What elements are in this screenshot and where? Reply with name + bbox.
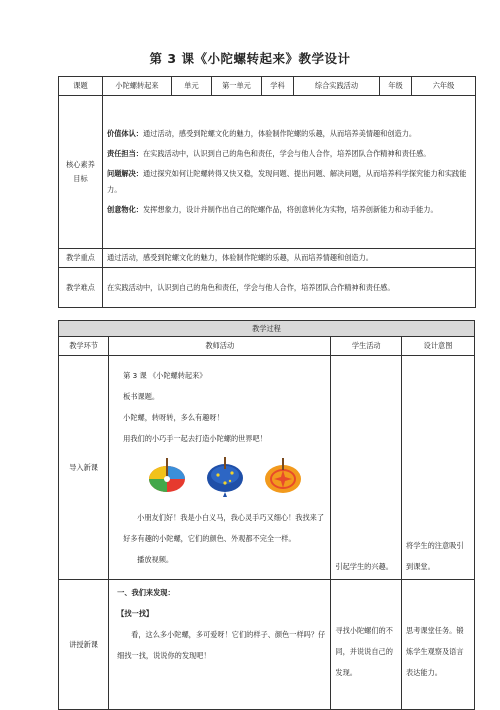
subject-label: 学科 [262, 77, 294, 96]
top-images [123, 455, 326, 499]
intro-paragraph: 小朋友们好！我是小白义马，我心灵手巧又细心！我找来了好多有趣的小陀螺，它们的颜色、外观都不完全一样。 [123, 513, 325, 543]
process-table [58, 320, 475, 710]
lecture-design: 思考课堂任务。锻炼学生观察及语言表达能力。 [402, 580, 475, 710]
lecture-heading: 一、我们来发现： [117, 588, 175, 597]
col-teacher: 教师活动 [109, 337, 331, 356]
subject-value: 综合实践活动 [294, 77, 380, 96]
key-text: 通过活动，感受到陀螺文化的魅力，体验制作陀螺的乐趣，从而培养情趣和创造力。 [103, 249, 476, 268]
difficulty-text: 在实践活动中，认识到自己的角色和责任，学会与他人合作，培养团队合作精神和责任感。 [103, 268, 476, 308]
literacy-item [107, 146, 471, 162]
intro-line: 用我们的小巧手一起去打造小陀螺的世界吧！ [123, 434, 267, 443]
lecture-student: 寻找小陀螺们的不同，并说说自己的发现。 [331, 580, 402, 710]
literacy-item [107, 126, 471, 142]
literacy-item-text: 通过活动，感受到陀螺文化的魅力，体验制作陀螺的乐趣，从而培养美情趣和创造力。 [142, 129, 417, 138]
course-label: 课题 [59, 77, 103, 96]
blue-star-top-icon [203, 455, 247, 499]
lecture-sub: 【找一找】 [117, 609, 154, 618]
literacy-item-label: 创意物化： [107, 205, 143, 214]
course-value: 小陀螺转起来 [103, 77, 172, 96]
literacy-item-text: 发挥想象力，设计并制作出自己的陀螺作品，将创意转化为实物，培养创新能力和动手能力。 [142, 205, 438, 214]
literacy-item-label: 问题解决： [107, 169, 143, 178]
literacy-label: 核心素养目标 [59, 96, 103, 249]
rainbow-top-icon [145, 455, 189, 499]
lecture-text: 看，这么多小陀螺，多可爱呀！它们的样子、颜色一样吗？仔细找一找，说说你的发现吧！ [117, 630, 326, 660]
info-table [58, 76, 476, 308]
lecture-step: 讲授新课 [59, 580, 109, 710]
key-label: 教学重点 [59, 249, 103, 268]
literacy-item [107, 202, 471, 218]
difficulty-label: 教学难点 [59, 268, 103, 308]
intro-line: 第 3 课 《小陀螺转起来》 [123, 371, 207, 380]
col-design: 设计意图 [402, 337, 475, 356]
col-step: 教学环节 [59, 337, 109, 356]
page-title: 第 3 课《小陀螺转起来》教学设计 [149, 51, 351, 66]
literacy-item-text: 在实践活动中，认识到自己的角色和责任，学会与他人合作，培养团队合作精神和责任感。 [142, 149, 431, 158]
lecture-teacher [109, 580, 331, 710]
intro-line: 板书课题。 [123, 392, 160, 401]
unit-label: 单元 [172, 77, 212, 96]
unit-value: 第一单元 [212, 77, 262, 96]
literacy-item-label: 责任担当： [107, 149, 143, 158]
intro-teacher [109, 356, 331, 580]
intro-video: 播放视频。 [137, 555, 174, 564]
intro-design: 将学生的注意吸引到课堂。 [402, 356, 475, 580]
intro-step: 导入新课 [59, 356, 109, 580]
grade-label: 年级 [380, 77, 412, 96]
orange-top-icon [261, 455, 305, 499]
literacy-item-label: 价值体认： [107, 129, 143, 138]
literacy-content [103, 96, 476, 249]
process-header: 教学过程 [59, 321, 475, 337]
intro-line: 小陀螺，转呀转，多么有趣呀！ [123, 413, 224, 422]
grade-value: 六年级 [412, 77, 476, 96]
literacy-item-text: 通过探究如何让陀螺转得又快又稳，发现问题、提出问题、解决问题，从而培养科学探究能力和实践能力。 [107, 169, 467, 194]
col-student: 学生活动 [331, 337, 402, 356]
intro-student: 引起学生的兴趣。 [331, 356, 402, 580]
literacy-item [107, 166, 471, 198]
